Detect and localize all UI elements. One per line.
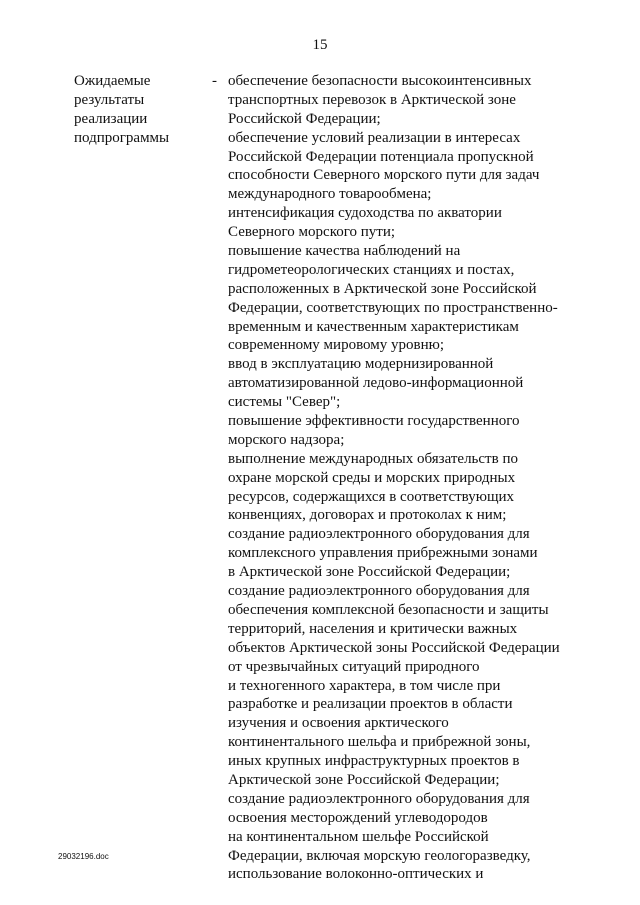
text-line: конвенциях, договорах и протоколах к ним; [228,507,507,524]
text-line: обеспечение условий реализации в интересах [228,129,521,146]
text-line: использование волоконно-оптических и [228,866,484,883]
text-line: автоматизированной ледово-информационной [228,375,524,392]
text-line: комплексного управления прибрежными зонами [228,545,538,562]
text-line: повышение качества наблюдений на [228,243,461,260]
text-line: интенсификация судоходства по акватории [228,205,502,222]
text-line: создание радиоэлектронного оборудования для [228,526,530,543]
text-line: гидрометеорологических станциях и постах, [228,261,515,278]
text-line: разработке и реализации проектов в области [228,696,513,713]
text-line: повышение эффективности государственного [228,413,520,430]
text-line: Федерации, соответствующих по пространственно- [228,299,558,316]
text-line: ресурсов, содержащихся в соответствующих [228,488,515,505]
text-line: в Арктической зоне Российской Федерации; [228,564,511,581]
text-line: транспортных перевозок в Арктической зоне [228,91,516,108]
text-line: обеспечение безопасности высокоинтенсивных [228,73,532,89]
text-line: и техногенного характера, в том числе при [228,677,501,694]
text-line: современному мировому уровню; [228,337,444,354]
page-number: 15 [312,37,328,53]
document-file-id: 29032196.doc [58,852,109,861]
text-line: обеспечения комплексной безопасности и защиты [228,601,549,618]
text-line: иных крупных инфраструктурных проектов в [228,753,520,770]
text-line: системы "Север"; [228,394,341,411]
list-dash: - [212,73,217,89]
text-line: расположенных в Арктической зоне Российской [228,280,537,297]
text-line: от чрезвычайных ситуаций природного [228,658,480,675]
text-line: временным и качественным характеристикам [228,318,519,335]
text-line: охране морской среды и морских природных [228,469,516,486]
text-line: международного товарообмена; [228,186,432,203]
text-line: Российской Федерации; [228,110,381,127]
text-line: выполнение международных обязательств по [228,450,518,467]
text-line: Северного морского пути; [228,224,396,241]
text-line: освоения месторождений углеводородов [228,809,488,826]
text-line: объектов Арктической зоны Российской Федерации [228,639,560,656]
text-line: создание радиоэлектронного оборудования для [228,790,530,807]
section-label: Ожидаемые результаты реализации подпрограммы [74,73,170,146]
text-line: создание радиоэлектронного оборудования для [228,583,530,600]
text-line: континентального шельфа и прибрежной зоны, [228,734,531,751]
text-line: ввод в эксплуатацию модернизированной [228,356,494,373]
text-line: изучения и освоения арктического [228,715,449,732]
text-line: способности Северного морского пути для задач [228,167,540,184]
text-line: Российской Федерации потенциала пропускной [228,148,534,165]
text-line: морского надзора; [228,431,345,448]
text-line: на континентальном шельфе Российской [228,828,489,845]
text-line: Федерации, включая морскую геологоразведку, [228,847,531,864]
section-content [228,72,573,884]
text-line: территорий, населения и критически важных [228,620,518,637]
text-line: Арктической зоне Российской Федерации; [228,771,500,788]
